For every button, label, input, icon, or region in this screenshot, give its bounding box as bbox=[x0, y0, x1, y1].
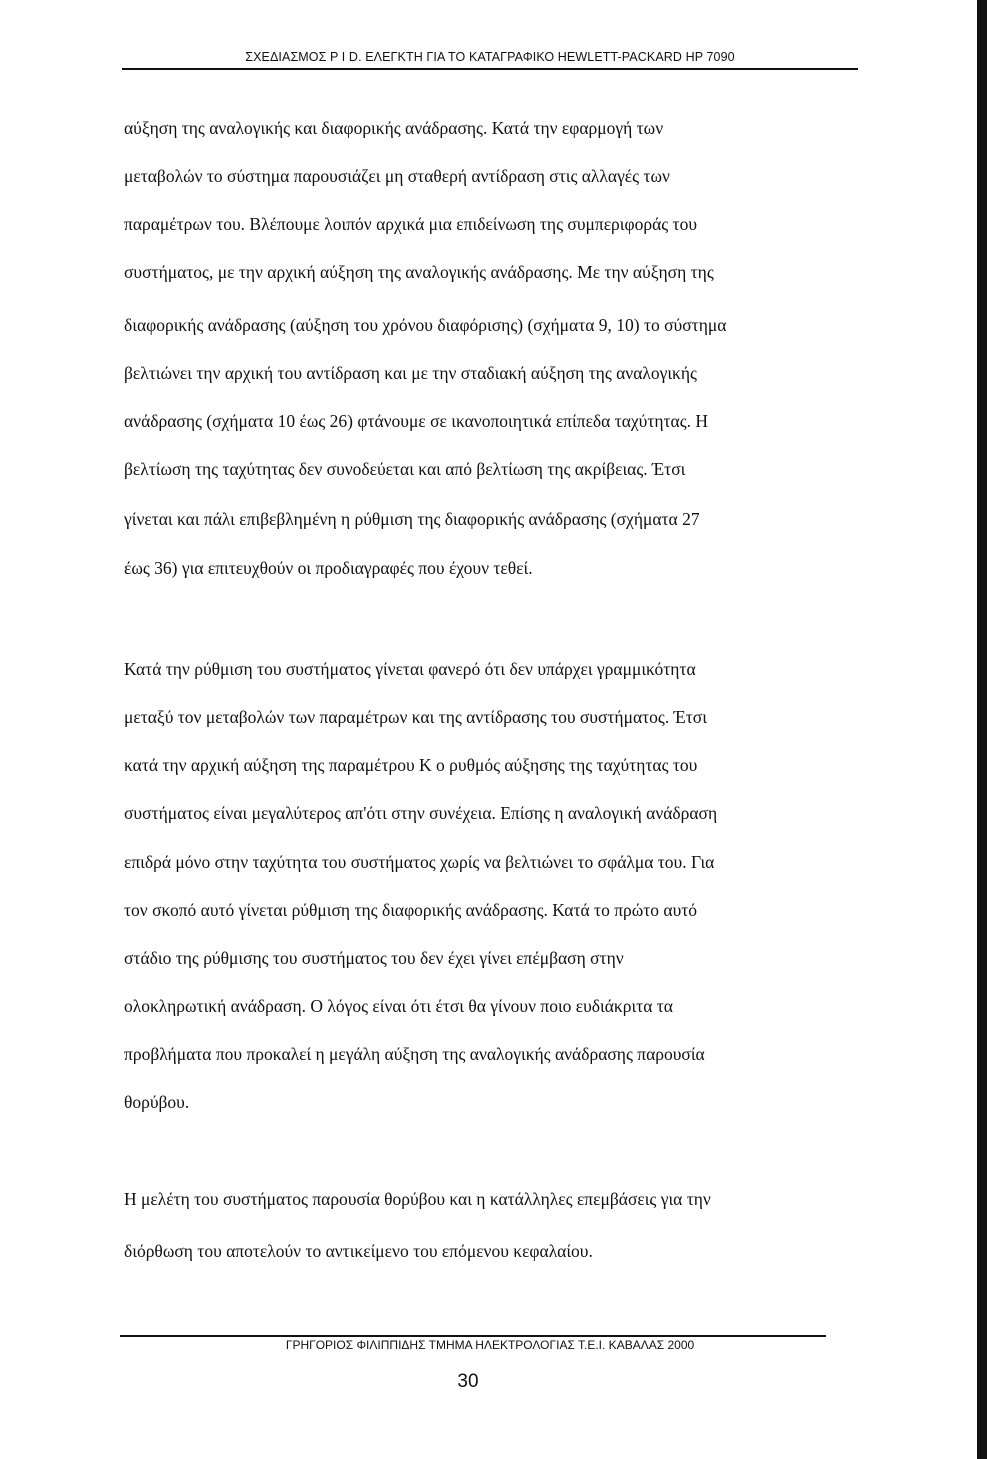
text-line: έως 36) για επιτευχθούν οι προδιαγραφές που έχουν τεθεί. bbox=[124, 558, 533, 578]
text-line: θορύβου. bbox=[124, 1092, 190, 1112]
text-line: μεταβολών το σύστημα παρουσιάζει μη σταθερή αντίδραση στις αλλαγές των bbox=[124, 166, 670, 186]
text-line: ανάδρασης (σχήματα 10 έως 26) φτάνουμε σε ικανοποιητικά επίπεδα ταχύτητας. Η bbox=[124, 411, 709, 431]
text-line: τον σκοπό αυτό γίνεται ρύθμιση της διαφορικής ανάδρασης. Κατά το πρώτο αυτό bbox=[124, 900, 698, 920]
text-line: ολοκληρωτική ανάδραση. Ο λόγος είναι ότι έτσι θα γίνουν ποιο ευδιάκριτα τα bbox=[124, 996, 673, 1016]
footer-rule bbox=[120, 1335, 826, 1337]
text-line: διαφορικής ανάδρασης (αύξηση του χρόνου διαφόρισης) (σχήματα 9, 10) το σύστημα bbox=[124, 315, 727, 335]
text-line: βελτιώνει την αρχική του αντίδραση και με την σταδιακή αύξηση της αναλογικής bbox=[124, 363, 697, 383]
text-line: αύξηση της αναλογικής και διαφορικής ανάδρασης. Κατά την εφαρμογή των bbox=[124, 118, 664, 138]
text-line: στάδιο της ρύθμισης του συστήματος του δεν έχει γίνει επέμβαση στην bbox=[124, 948, 624, 968]
text-line: Η μελέτη του συστήματος παρουσία θορύβου και η κατάλληλες επεμβάσεις για την bbox=[124, 1189, 711, 1209]
text-line: μεταξύ τον μεταβολών των παραμέτρων και της αντίδρασης του συστήματος. Έτσι bbox=[124, 707, 707, 727]
text-line: Κατά την ρύθμιση του συστήματος γίνεται φανερό ότι δεν υπάρχει γραμμικότητα bbox=[124, 659, 696, 679]
text-line: βελτίωση της ταχύτητας δεν συνοδεύεται και από βελτίωση της ακρίβειας. Έτσι bbox=[124, 459, 686, 479]
scan-edge-bar bbox=[977, 0, 987, 1459]
page-number: 30 bbox=[457, 1371, 479, 1392]
running-footer: ΓΡΗΓΟΡΙΟΣ ΦΙΛΙΠΠΙΔΗΣ ΤΜΗΜΑ ΗΛΕΚΤΡΟΛΟΓΙΑΣ Τ.Ε.Ι. ΚΑΒΑΛΑΣ 2000 bbox=[285, 1338, 695, 1352]
text-line: παραμέτρων του. Βλέπουμε λοιπόν αρχικά μια επιδείνωση της συμπεριφοράς του bbox=[124, 214, 697, 234]
running-header: ΣΧΕΔΙΑΣΜΟΣ P I D. ΕΛΕΓΚΤΗ ΓΙΑ ΤΟ ΚΑΤΑΓΡΑΦΙΚΟ HEWLETT-PACKARD HP 7090 bbox=[245, 50, 735, 64]
text-line: γίνεται και πάλι επιβεβλημένη η ρύθμιση της διαφορικής ανάδρασης (σχήματα 27 bbox=[124, 509, 700, 529]
text-line: επιδρά μόνο στην ταχύτητα του συστήματος χωρίς να βελτιώνει το σφάλμα του. Για bbox=[124, 852, 715, 872]
text-line: διόρθωση του αποτελούν το αντικείμενο του επόμενου κεφαλαίου. bbox=[124, 1241, 593, 1261]
text-line: προβλήματα που προκαλεί η μεγάλη αύξηση της αναλογικής ανάδρασης παρουσία bbox=[124, 1044, 705, 1064]
header-rule bbox=[122, 68, 858, 70]
text-line: κατά την αρχική αύξηση της παραμέτρου Κ ο ρυθμός αύξησης της ταχύτητας του bbox=[124, 755, 698, 775]
text-line: συστήματος, με την αρχική αύξηση της αναλογικής ανάδρασης. Με την αύξηση της bbox=[124, 262, 714, 282]
text-line: συστήματος είναι μεγαλύτερος απ'ότι στην συνέχεια. Επίσης η αναλογική ανάδραση bbox=[124, 803, 718, 823]
